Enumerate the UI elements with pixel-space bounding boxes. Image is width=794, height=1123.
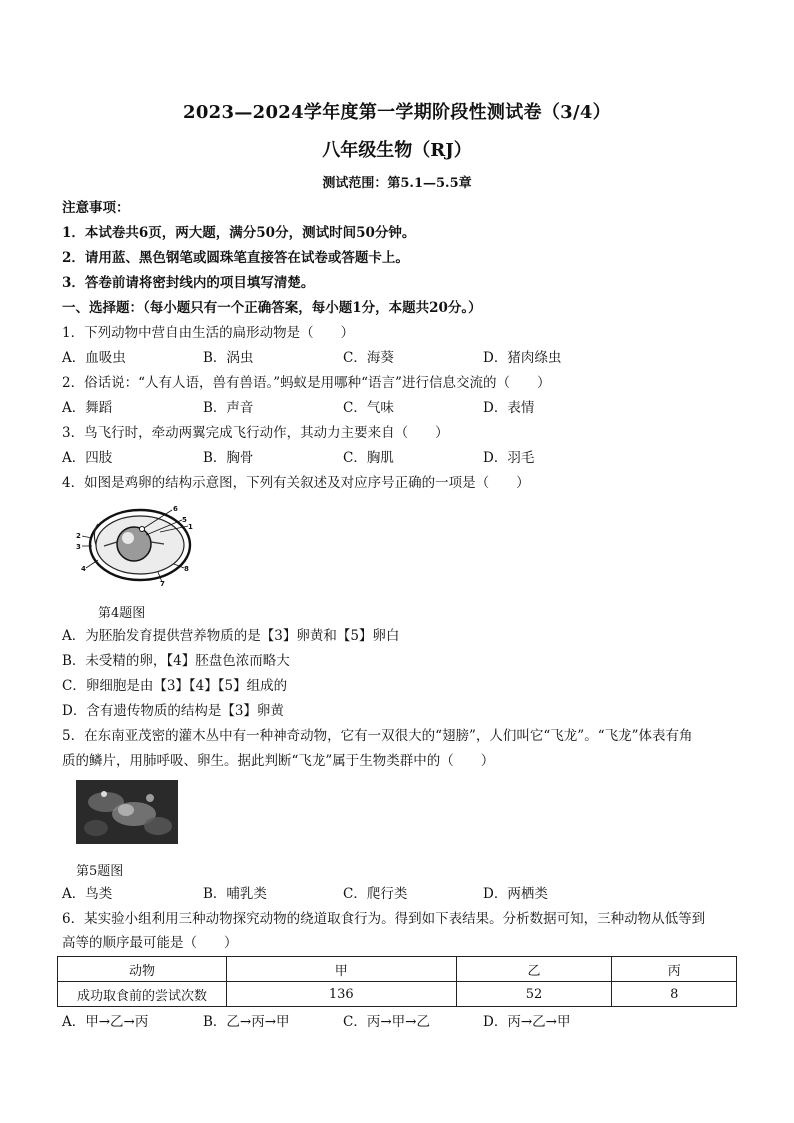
q5-figure-caption: 第5题图: [76, 864, 124, 879]
q1-option-d: D．猪肉绦虫: [483, 350, 562, 366]
q5-option-b: B．哺乳类: [203, 886, 267, 902]
egg-label-4: 4: [81, 565, 86, 573]
table-row: [58, 982, 737, 1007]
question-4-stem: 4．如图是鸡卵的结构示意图，下列有关叙述及对应序号正确的一项是（ ）: [62, 475, 530, 491]
q4-figure-caption: 第4题图: [98, 606, 146, 621]
question-6-stem-line-1: 6．某实验小组利用三种动物探究动物的绕道取食行为。得到如下表结果。分析数据可知，三种动物从低等到: [62, 911, 706, 927]
egg-label-2: 2: [76, 532, 81, 540]
q2-option-c: C．气味: [343, 400, 394, 416]
q5-option-d: D．两栖类: [483, 886, 548, 902]
q6-option-a: A．甲→乙→丙: [62, 1014, 149, 1030]
question-6-stem-line-2: 高等的顺序最可能是（ ）: [62, 935, 238, 951]
exam-subtitle: 八年级生物（RJ）: [322, 140, 472, 161]
egg-label-6: 6: [173, 505, 178, 513]
question-5-stem-line-1: 5．在东南亚茂密的灌木丛中有一种神奇动物，它有一双很大的“翅膀”，人们叫它“飞龙”。“飞龙”体表有角: [62, 728, 693, 744]
table-header-bing: 丙: [612, 957, 737, 982]
question-5-stem-line-2: 质的鳞片，用肺呼吸、卵生。据此判断“飞龙”属于生物类群中的（ ）: [62, 753, 495, 769]
q2-option-a: A．舞蹈: [62, 400, 113, 416]
q3-option-a: A．四肢: [62, 450, 113, 466]
q1-option-a: A．血吸虫: [62, 350, 126, 366]
table-header-jia: 甲: [227, 957, 457, 982]
q1-option-c: C．海葵: [343, 350, 394, 366]
q4-option-d: D．含有遗传物质的结构是【3】卵黄: [62, 703, 284, 719]
section-heading: 一、选择题：（每小题只有一个正确答案，每小题1分，本题共20分。）: [62, 300, 482, 316]
table-cell-bing: 8: [612, 982, 737, 1007]
notice-item-2: 2．请用蓝、黑色钢笔或圆珠笔直接答在试卷或答题卡上。: [62, 250, 409, 266]
q6-option-b: B．乙→丙→甲: [203, 1014, 290, 1030]
table-header-row: [58, 957, 737, 982]
q3-option-c: C．胸肌: [343, 450, 394, 466]
table-cell-jia: 136: [227, 982, 457, 1007]
table-header-animal: 动物: [58, 957, 227, 982]
question-1-stem: 1．下列动物中营自由生活的扁形动物是（ ）: [62, 325, 355, 341]
q1-option-b: B．涡虫: [203, 350, 254, 366]
table-header-yi: 乙: [456, 957, 612, 982]
egg-label-1: 1: [188, 523, 193, 531]
egg-label-7: 7: [160, 580, 165, 586]
egg-yolk: [117, 527, 151, 561]
q5-option-a: A．鸟类: [62, 886, 113, 902]
q4-option-b: B．未受精的卵，【4】胚盘色浓而略大: [62, 653, 290, 669]
egg-label-8: 8: [184, 565, 189, 573]
q3-option-d: D．羽毛: [483, 450, 535, 466]
egg-label-3: 3: [76, 543, 81, 551]
exam-scope: 测试范围：第5.1—5.5章: [322, 176, 472, 191]
question-3-stem: 3．鸟飞行时，牵动两翼完成飞行动作，其动力主要来自（ ）: [62, 425, 449, 441]
q2-option-d: D．表情: [483, 400, 535, 416]
exam-title: 2023—2024学年度第一学期阶段性测试卷（3/4）: [183, 102, 611, 123]
egg-structure-diagram: [74, 502, 198, 586]
notice-item-1: 1．本试卷共6页，两大题，满分50分，测试时间50分钟。: [62, 225, 416, 241]
q2-option-b: B．声音: [203, 400, 254, 416]
q5-option-c: C．爬行类: [343, 886, 408, 902]
germinal-disc: [140, 527, 145, 532]
q3-option-b: B．胸骨: [203, 450, 254, 466]
q4-option-a: A．为胚胎发育提供营养物质的是【3】卵黄和【5】卵白: [62, 628, 400, 644]
yolk-highlight: [122, 532, 134, 544]
flying-dragon-photo: [76, 780, 178, 844]
notice-heading: 注意事项：: [62, 200, 130, 216]
notice-item-3: 3．答卷前请将密封线内的项目填写清楚。: [62, 275, 315, 291]
q6-data-table: [57, 956, 737, 1007]
question-2-stem: 2．俗话说：“人有人语，兽有兽语。”蚂蚁是用哪种“语言”进行信息交流的（ ）: [62, 375, 551, 391]
table-cell-yi: 52: [456, 982, 612, 1007]
table-row-label: 成功取食前的尝试次数: [58, 982, 227, 1007]
q4-option-c: C．卵细胞是由【3】【4】【5】组成的: [62, 678, 288, 694]
egg-label-5: 5: [182, 516, 187, 524]
q6-option-d: D．丙→乙→甲: [483, 1014, 571, 1030]
q6-option-c: C．丙→甲→乙: [343, 1014, 430, 1030]
